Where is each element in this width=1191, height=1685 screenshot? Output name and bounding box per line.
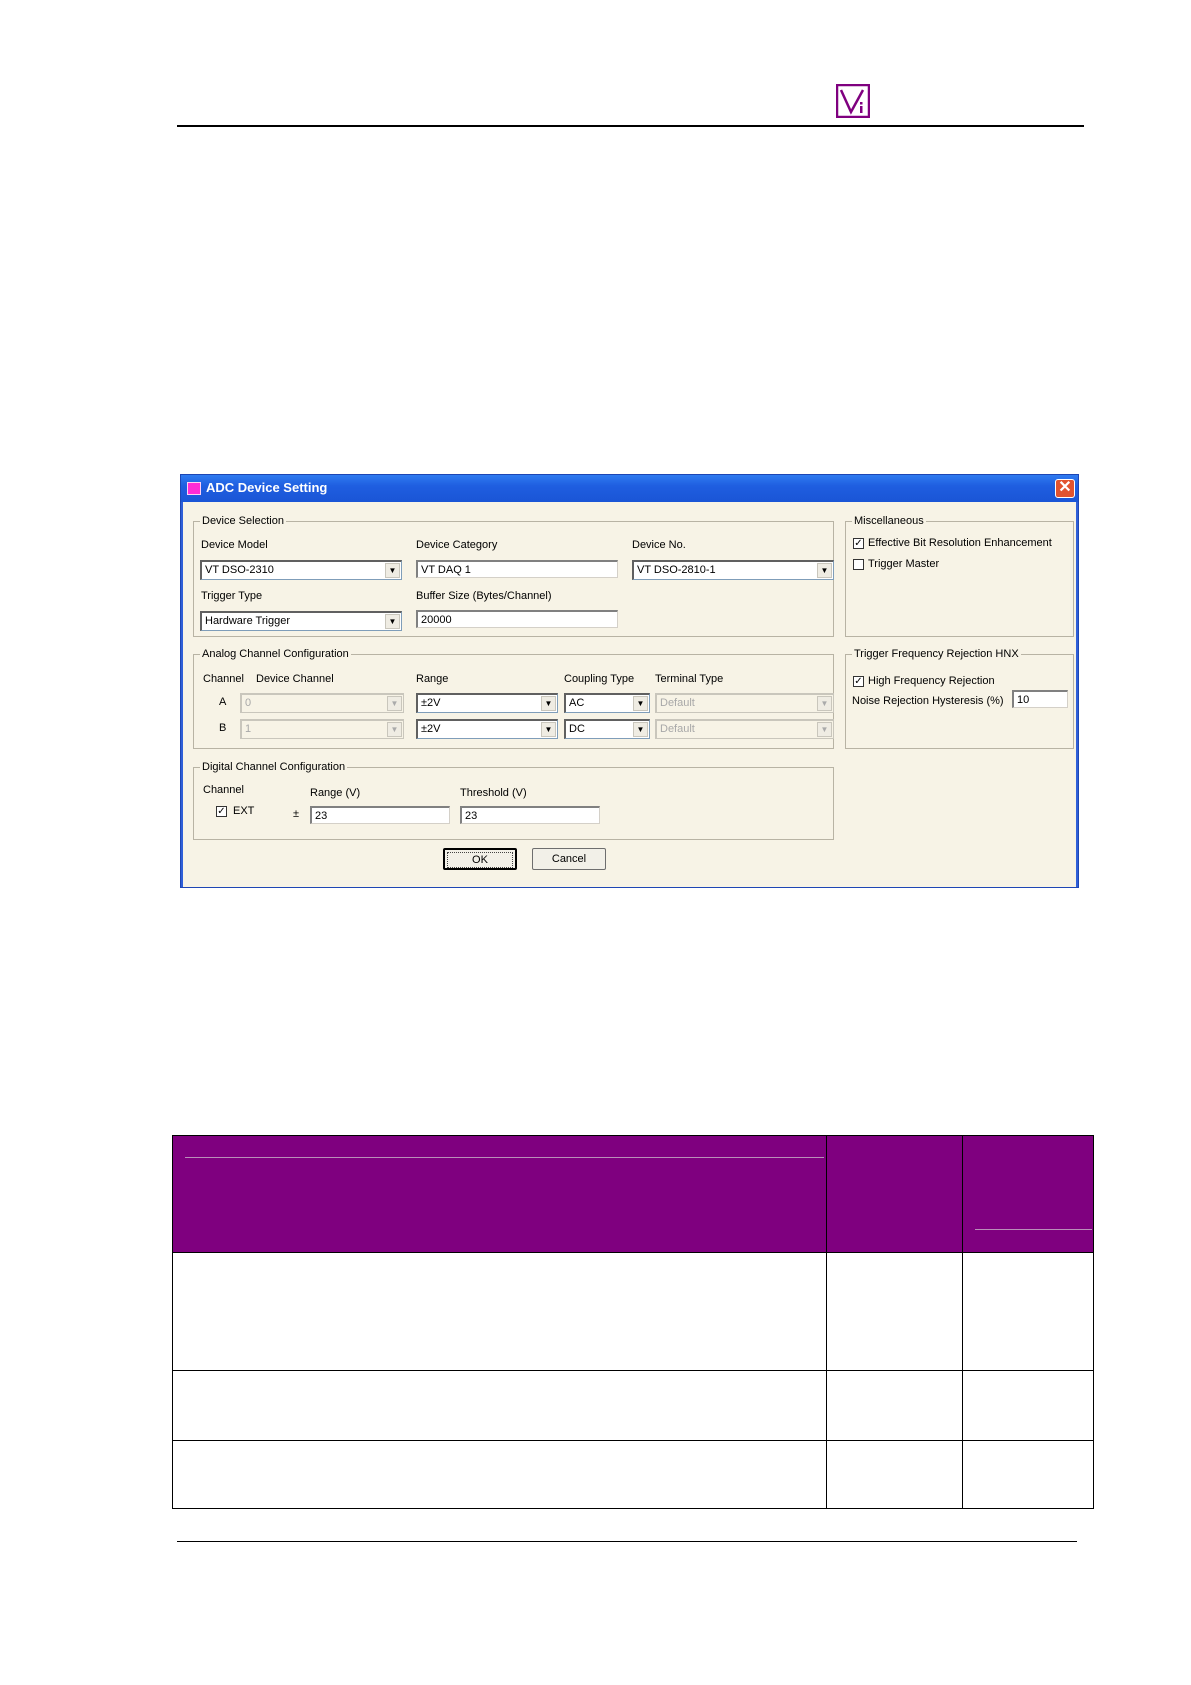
chevron-down-icon: ▼ — [387, 696, 402, 711]
chevron-down-icon: ▼ — [817, 722, 832, 737]
company-logo-icon — [836, 84, 870, 118]
dialog-client-area — [183, 502, 1076, 887]
coupling-value: DC — [569, 723, 585, 735]
trigger-type-combo[interactable] — [200, 611, 402, 631]
digital-channel-label: Digital Channel Configuration — [202, 761, 346, 773]
ebre-checkbox[interactable]: ✓ — [854, 538, 863, 549]
analog-channel-group — [193, 648, 834, 749]
ok-label: OK — [447, 852, 513, 868]
threshold-label: Threshold (V) — [460, 787, 527, 799]
trigger-type-label: Trigger Type — [201, 590, 263, 602]
analog-row-b-coupling[interactable] — [564, 719, 650, 739]
coupling-value: AC — [569, 697, 585, 709]
header-rule — [177, 125, 1084, 127]
range-value: ±2V — [421, 697, 441, 709]
analog-row-a-coupling[interactable] — [564, 693, 650, 713]
digital-channel-group — [193, 761, 834, 840]
device-no-label: Device No. — [632, 539, 686, 551]
device-selection-label: Device Selection — [202, 515, 284, 527]
adc-device-setting-dialog — [180, 474, 1079, 888]
chevron-down-icon[interactable]: ▼ — [633, 696, 648, 711]
document-table — [172, 1135, 1094, 1509]
miscellaneous-label: Miscellaneous — [854, 515, 924, 527]
table-row-divider — [173, 1252, 1093, 1253]
table-header-row — [173, 1136, 1093, 1252]
chevron-down-icon[interactable]: ▼ — [541, 696, 556, 711]
analog-row-a-terminal — [655, 693, 834, 713]
device-selection-group — [193, 515, 834, 637]
ext-checkbox[interactable]: ✓ — [217, 806, 226, 817]
device-category-label: Device Category — [416, 539, 498, 551]
device-channel-value: 0 — [245, 697, 252, 709]
chevron-down-icon[interactable]: ▼ — [385, 563, 400, 578]
range-value: ±2V — [421, 723, 441, 735]
chevron-down-icon[interactable]: ▼ — [541, 722, 556, 737]
plusminus-label: ± — [293, 808, 300, 820]
chevron-down-icon[interactable]: ▼ — [385, 614, 400, 629]
device-model-combo[interactable] — [200, 560, 402, 580]
table-row-divider — [173, 1440, 1093, 1441]
ebre-label: Effective Bit Resolution Enhancement — [868, 537, 1052, 549]
device-no-combo[interactable] — [632, 560, 834, 580]
device-category-field: VT DAQ 1 — [416, 560, 618, 578]
terminal-value: Default — [660, 723, 695, 735]
trigger-master-label: Trigger Master — [868, 558, 940, 570]
trigger-rejection-group — [845, 648, 1074, 749]
close-button[interactable] — [1055, 479, 1075, 498]
trigger-type-value: Hardware Trigger — [205, 615, 290, 627]
close-icon: ✕ — [1058, 479, 1072, 496]
analog-col-coupling: Coupling Type — [564, 673, 635, 685]
analog-col-channel: Channel — [203, 673, 244, 685]
footer-rule — [177, 1541, 1077, 1542]
trigger-rejection-label: Trigger Frequency Rejection HNX — [854, 648, 1019, 660]
hfr-checkbox[interactable]: ✓ — [854, 676, 863, 687]
ok-button[interactable] — [443, 848, 517, 870]
buffer-size-label: Buffer Size (Bytes/Channel) — [416, 590, 552, 602]
app-icon — [187, 482, 201, 495]
analog-row-b-range[interactable] — [416, 719, 558, 739]
chevron-down-icon: ▼ — [387, 722, 402, 737]
device-model-value: VT DSO-2310 — [205, 564, 274, 576]
table-col-divider — [962, 1136, 963, 1508]
device-no-value: VT DSO-2810-1 — [637, 564, 716, 576]
cancel-button[interactable]: Cancel — [532, 848, 606, 870]
analog-col-terminal: Terminal Type — [655, 673, 724, 685]
device-model-label: Device Model — [201, 539, 268, 551]
analog-row-a-range[interactable] — [416, 693, 558, 713]
hysteresis-label: Noise Rejection Hysteresis (%) — [852, 695, 1004, 707]
chevron-down-icon: ▼ — [817, 696, 832, 711]
analog-row-a-channel: A — [219, 696, 227, 708]
digital-range-field[interactable]: 23 — [310, 806, 450, 824]
table-col-divider — [826, 1136, 827, 1508]
miscellaneous-group — [845, 515, 1074, 637]
ext-label: EXT — [233, 805, 255, 817]
terminal-value: Default — [660, 697, 695, 709]
analog-channel-label: Analog Channel Configuration — [202, 648, 349, 660]
hfr-label: High Frequency Rejection — [868, 675, 995, 687]
chevron-down-icon[interactable]: ▼ — [633, 722, 648, 737]
header-inner-rule-right — [975, 1229, 1092, 1230]
analog-col-range: Range — [416, 673, 449, 685]
analog-row-b-channel: B — [219, 722, 227, 734]
chevron-down-icon[interactable]: ▼ — [817, 563, 832, 578]
digital-range-label: Range (V) — [310, 787, 361, 799]
hysteresis-field[interactable]: 10 — [1012, 690, 1068, 708]
digital-channel-col-label: Channel — [203, 784, 244, 796]
device-channel-value: 1 — [245, 723, 252, 735]
threshold-field[interactable]: 23 — [460, 806, 600, 824]
table-row-divider — [173, 1370, 1093, 1371]
header-inner-rule — [185, 1157, 824, 1158]
analog-row-b-device-channel — [240, 719, 404, 739]
analog-row-b-terminal — [655, 719, 834, 739]
dialog-title: ADC Device Setting — [206, 480, 328, 495]
analog-row-a-device-channel — [240, 693, 404, 713]
title-bar[interactable] — [181, 475, 1078, 502]
buffer-size-field[interactable]: 20000 — [416, 610, 618, 628]
trigger-master-checkbox[interactable] — [853, 559, 864, 570]
analog-col-device-channel: Device Channel — [256, 673, 334, 685]
